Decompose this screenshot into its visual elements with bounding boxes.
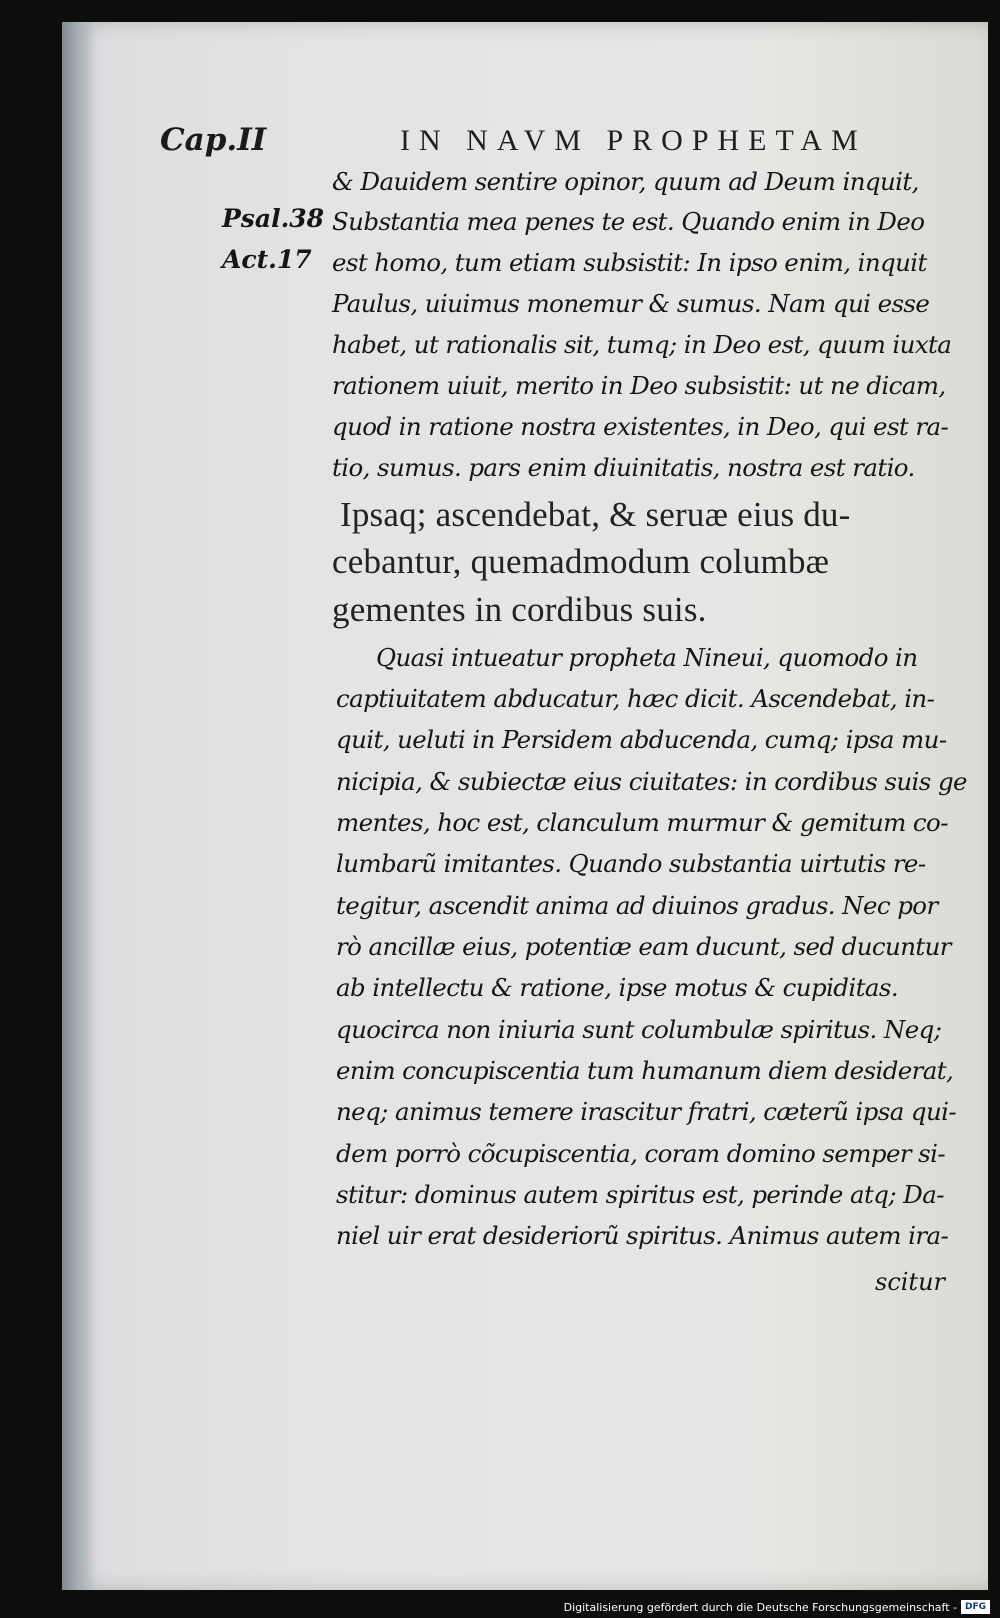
commentary-line: captiuitatem abducatur, hæc dicit. Ascendebat, in- [336,684,935,713]
digitization-credit [564,1600,990,1614]
text-line: habet, ut rationalis sit, tumq; in Deo est, quum iuxta [332,330,952,359]
commentary-line: nicipia, & subiectæ eius ciuitates: in cordibus suis ge [336,767,967,796]
margin-note-psalm: Psal.38 [222,204,325,233]
text-line: tio, sumus. pars enim diuinitatis, nostra est ratio. [332,453,915,482]
commentary-line: ab intellectu & ratione, ipse motus & cupiditas. [336,973,899,1002]
commentary-line: enim concupiscentia tum humanum diem desiderat, [336,1056,954,1085]
commentary-line: Quasi intueatur propheta Nineui, quomodo in [376,643,918,672]
credit-text: Digitalisierung gefördert durch die Deutsche Forschungsgemeinschaft - [563,1600,957,1614]
commentary-line: quocirca non iniuria sunt columbulæ spiritus. Neq; [336,1015,942,1044]
commentary-line: neq; animus temere irascitur fratri, cæterũ ipsa qui- [336,1097,957,1126]
text-line: quod in ratione nostra existentes, in Deo, qui est ra- [332,412,949,441]
text-line: Paulus, uiuimus monemur & sumus. Nam qui esse [332,289,930,318]
margin-note-acts: Act.17 [222,245,312,274]
verse-line: Ipsaq; ascendebat, & seruæ eius du- [340,495,851,534]
commentary-line: dem porrò cõcupiscentia, coram domino semper si- [336,1139,946,1168]
text-line: Substantia mea penes te est. Quando enim in Deo [332,207,925,236]
catchword: scitur [875,1268,946,1296]
verse-line: gementes in cordibus suis. [332,590,707,629]
page-header [160,122,920,172]
commentary-line: quit, ueluti in Persidem abducenda, cumq; ipsa mu- [336,725,947,754]
text-line: est homo, tum etiam subsistit: In ipso enim, inquit [332,248,927,277]
commentary-line: mentes, hoc est, clanculum murmur & gemitum co- [336,808,948,837]
text-line: & Dauidem sentire opinor, quum ad Deum inquit, [332,167,919,196]
dfg-logo-icon: DFG [961,1600,990,1614]
commentary-line: lumbarũ imitantes. Quando substantia uirtutis re- [336,849,926,878]
chapter-label: Cap.II [160,122,267,158]
verse-line: cebantur, quemadmodum columbæ [332,542,830,581]
running-title: IN NAVM PROPHETAM [400,124,867,157]
commentary-line: niel uir erat desideriorũ spiritus. Animus autem ira- [336,1221,949,1250]
text-line: rationem uiuit, merito in Deo subsistit: ut ne dicam, [332,371,946,400]
commentary-line: tegitur, ascendit anima ad diuinos gradus. Nec por [336,891,938,920]
page-spine-shadow [62,22,96,1590]
commentary-line: rò ancillæ eius, potentiæ eam ducunt, sed ducuntur [336,932,951,961]
commentary-line: stitur: dominus autem spiritus est, perinde atq; Da- [336,1180,944,1209]
